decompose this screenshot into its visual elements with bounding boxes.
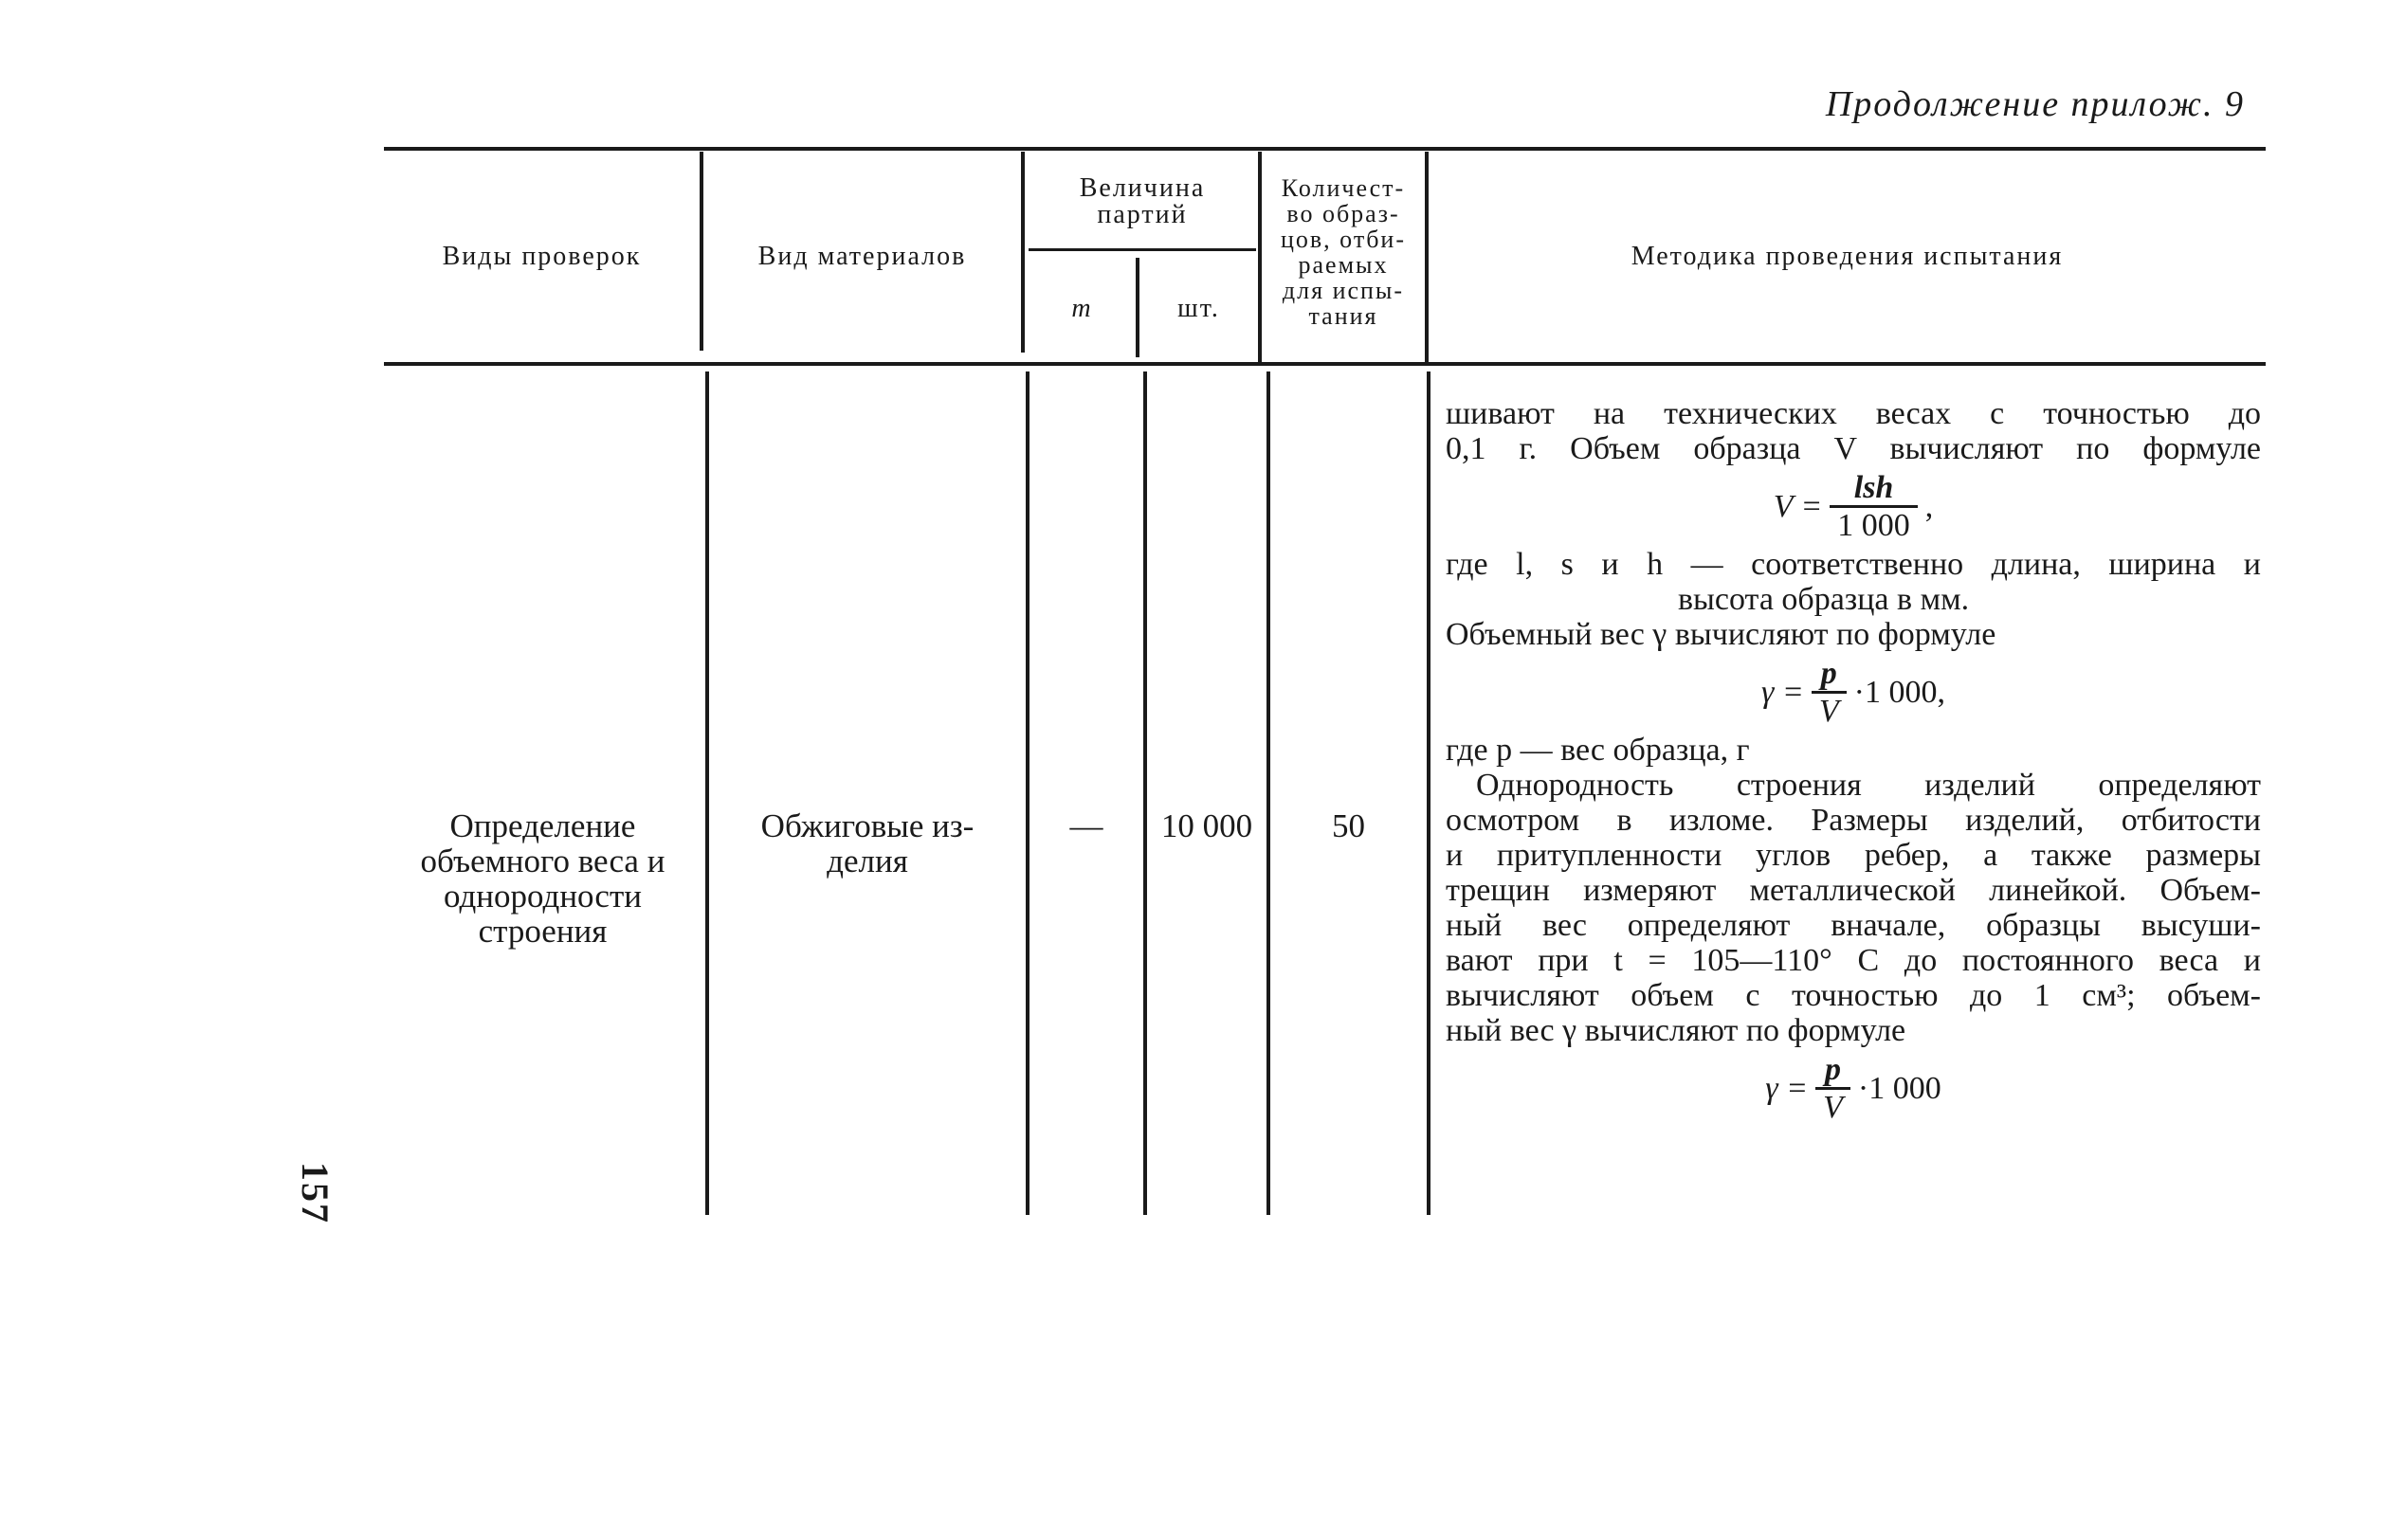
col-divider-3-body (1143, 371, 1147, 1215)
formula-volume-tail: , (1924, 489, 1934, 524)
cell-method (1446, 396, 2261, 1129)
cell-batch-pcs: 10 000 (1160, 807, 1253, 844)
header-batch-unit-t: т (1071, 294, 1093, 323)
header-method: Методика проведения испытания (1631, 242, 2064, 271)
formula-weight-2-fraction (1815, 1052, 1850, 1125)
cell-batch-t: — (1069, 807, 1103, 844)
cell-material-line: Обжиговые из- (760, 807, 975, 844)
formula-volume-fraction (1830, 470, 1918, 543)
formula-volume-left: V = (1773, 489, 1823, 524)
formula-weight-2-tail: ·1 000 (1857, 1071, 1941, 1106)
header-sample-count-line: во образ- (1286, 200, 1400, 227)
batch-header-rule (1029, 248, 1256, 251)
header-sample-count-line: цов, отби- (1280, 226, 1406, 253)
method-line: 0,1 г. Объем образца V вычисляют по формуле (1446, 431, 2261, 466)
header-sample-count (1262, 175, 1425, 329)
formula-weight-1-left: γ = (1761, 675, 1804, 710)
header-bottom-rule (384, 362, 2266, 366)
formula-weight-2-denominator: V (1815, 1087, 1850, 1125)
method-line: ный вес γ вычисляют по формуле (1446, 1013, 1906, 1048)
formula-weight-2 (1446, 1052, 2261, 1125)
method-line: Объемный вес γ вычисляют по формуле (1446, 617, 1996, 652)
header-sample-count-line: Количест- (1281, 174, 1406, 202)
cell-check-type-line: однородности (444, 878, 642, 915)
method-line: где l, s и h — соответственно длина, ширина и (1446, 547, 2261, 582)
formula-volume (1446, 470, 2261, 543)
cell-check-type-line: строения (478, 913, 608, 950)
col-divider-4-body (1266, 371, 1270, 1215)
col-divider-1-body (705, 371, 709, 1215)
header-sample-count-line: раемых (1298, 251, 1389, 279)
header-material-type: Вид материалов (757, 242, 967, 271)
cell-material (709, 808, 1026, 879)
method-line: вычисляют объем с точностью до 1 см³; объем- (1446, 978, 2261, 1013)
formula-weight-2-left: γ = (1765, 1071, 1809, 1106)
header-batch-size-text: Величина партий (1079, 173, 1206, 229)
cell-check-type-line: Определение (449, 807, 636, 844)
formula-volume-numerator: lsh (1853, 470, 1894, 505)
method-line: трещин измеряют металлической линейкой. Объем- (1446, 873, 2261, 908)
method-line: где p — вес образца, г (1446, 733, 1750, 768)
cell-sample-count: 50 (1332, 807, 1365, 844)
cell-check-type (384, 808, 702, 949)
header-sample-count-line: тания (1308, 302, 1378, 330)
col-divider-2-header (1021, 152, 1025, 353)
method-line: шивают на технических весах с точностью до (1446, 396, 2261, 431)
cell-check-type-line: объемного веса и (420, 842, 665, 879)
method-line: ный вес определяют вначале, образцы высуши- (1446, 908, 2261, 943)
running-head: Продолжение прилож. 9 (1825, 84, 2245, 124)
header-batch-unit-pcs: шт. (1177, 294, 1220, 323)
method-line: осмотром в изломе. Размеры изделий, отбитости (1446, 803, 2261, 838)
method-line: высота образца в мм. (1678, 582, 1970, 617)
formula-weight-2-numerator: p (1825, 1052, 1841, 1087)
formula-weight-1-fraction (1812, 656, 1847, 729)
header-check-types: Виды проверок (442, 242, 642, 271)
page-number: 157 (294, 1162, 337, 1224)
cell-material-line: делия (827, 842, 908, 879)
table-top-rule (384, 147, 2266, 151)
col-divider-2-body (1026, 371, 1030, 1215)
col-divider-5-body (1427, 371, 1430, 1215)
header-batch-size (1029, 175, 1256, 228)
method-line: Однородность строения изделий определяют (1476, 768, 2261, 803)
formula-weight-1-denominator: V (1812, 691, 1847, 729)
formula-weight-1-numerator: p (1820, 656, 1837, 691)
header-sample-count-line: для испы- (1282, 277, 1405, 304)
formula-volume-denominator: 1 000 (1830, 505, 1918, 543)
method-line: и притупленности углов ребер, а также размеры (1446, 838, 2261, 873)
formula-weight-1 (1446, 656, 2261, 729)
formula-weight-1-tail: ·1 000, (1853, 675, 1945, 710)
method-line: вают при t = 105—110° С до постоянного веса и (1446, 943, 2261, 978)
